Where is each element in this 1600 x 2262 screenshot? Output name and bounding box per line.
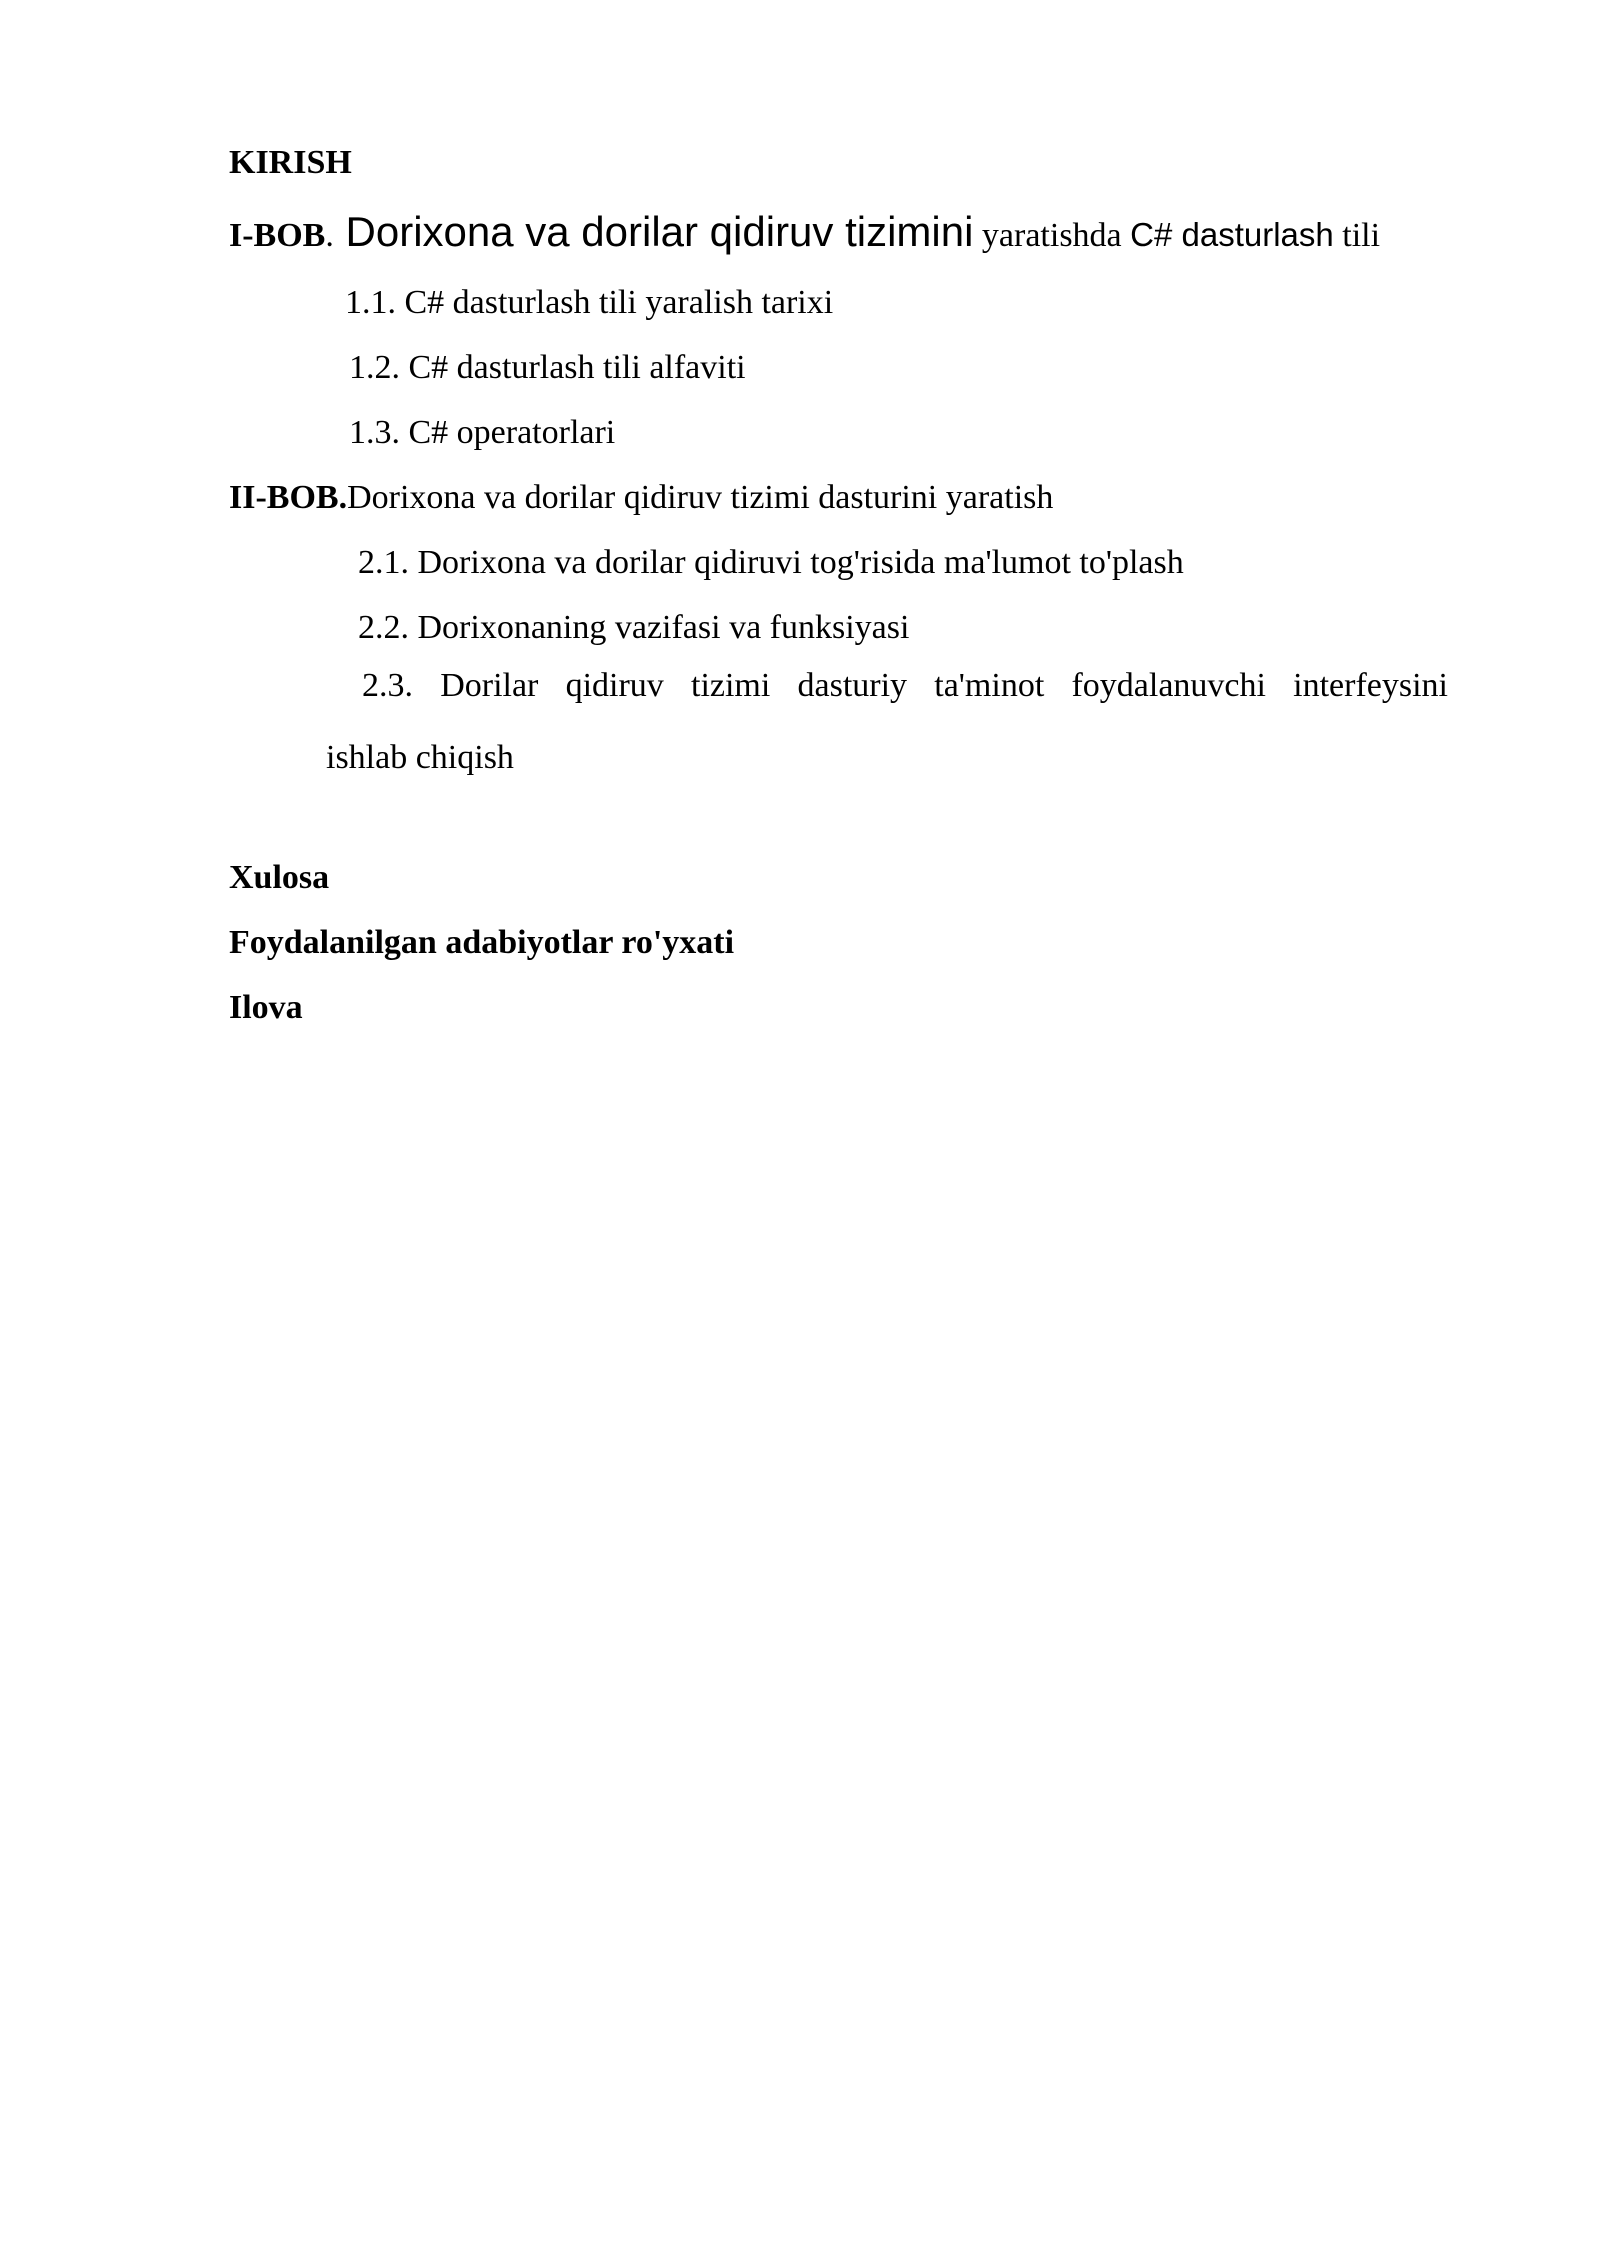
toc-section-1-3: 1.3. C# operatorlari xyxy=(349,414,616,451)
toc-xulosa: Xulosa xyxy=(229,859,330,896)
chapter-2-label: II-BOB. xyxy=(229,479,348,516)
toc-section-2-3-line-2: ishlab chiqish xyxy=(326,739,514,776)
toc-section-1-1: 1.1. C# dasturlash tili yaralish tarixi xyxy=(345,284,834,321)
chapter-1-dot: . xyxy=(325,217,334,254)
toc-section-2-3-line-1: 2.3. Dorilar qidiruv tizimi dasturiy ta'minot foydalanuvchi interfeysini xyxy=(362,667,1448,704)
toc-section-1-2: 1.2. C# dasturlash tili alfaviti xyxy=(349,349,746,386)
chapter-1-label: I-BOB xyxy=(229,217,326,254)
toc-section-2-2: 2.2. Dorixonaning vazifasi va funksiyasi xyxy=(358,609,910,646)
chapter-1-title-serif: yaratishda xyxy=(973,217,1131,254)
toc-chapter-1 xyxy=(229,208,1381,256)
chapter-1-title-large: Dorixona va dorilar qidiruv tizimini xyxy=(333,208,974,255)
toc-adabiyotlar: Foydalanilgan adabiyotlar ro'yxati xyxy=(229,924,735,961)
toc-chapter-2 xyxy=(229,478,1053,518)
chapter-1-title-end: tili xyxy=(1333,217,1381,254)
chapter-2-title: Dorixona va dorilar qidiruv tizimi dasturini yaratish xyxy=(347,479,1054,516)
toc-ilova: Ilova xyxy=(229,989,303,1026)
toc-kirish: KIRISH xyxy=(229,144,352,181)
chapter-1-title-sans: C# dasturlash xyxy=(1130,216,1334,253)
toc-section-2-1: 2.1. Dorixona va dorilar qidiruvi tog'risida ma'lumot to'plash xyxy=(358,544,1184,581)
